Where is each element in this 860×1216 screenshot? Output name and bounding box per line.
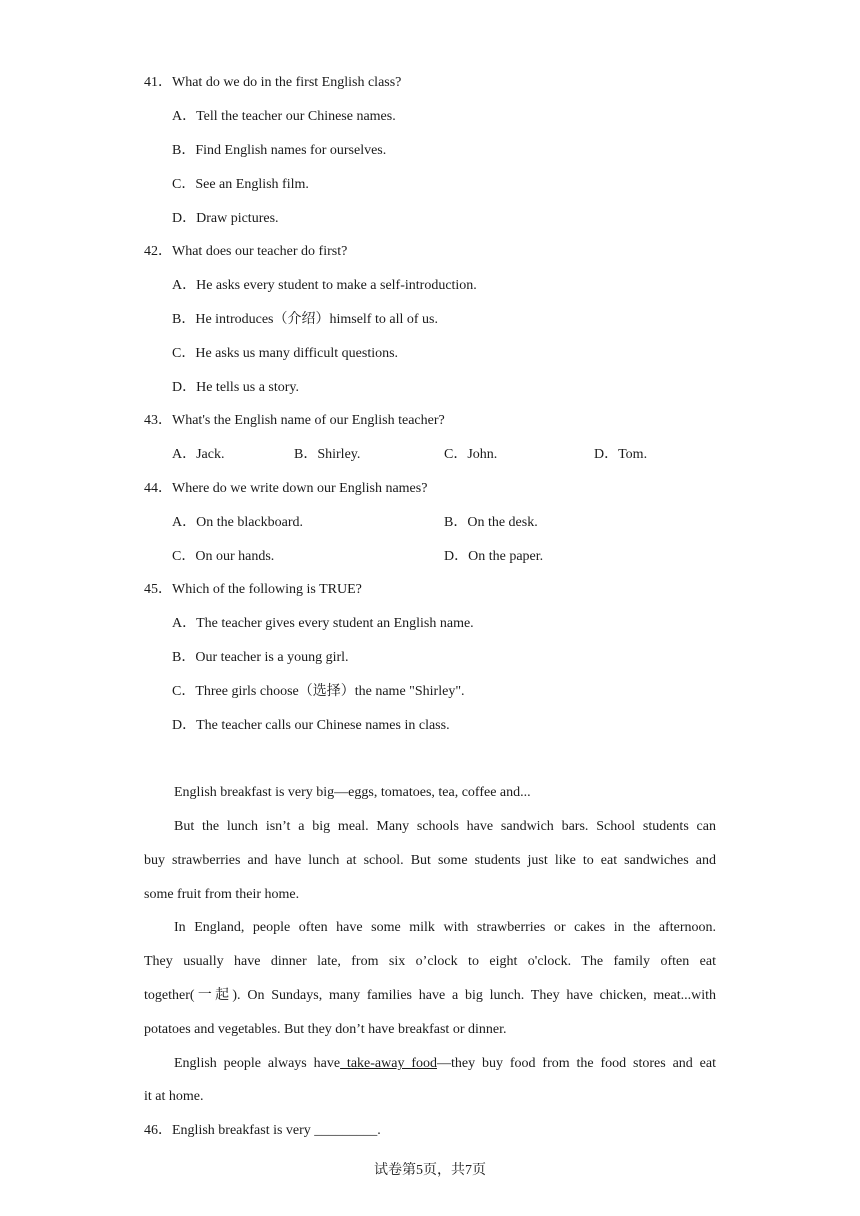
passage-paragraph-4-line-1 (174, 1055, 716, 1073)
question-43-option-a: A．Jack. (172, 447, 225, 462)
page-footer: 试卷第5页，共7页 (374, 1163, 486, 1178)
question-42-option-a: A．He asks every student to make a self-introduction. (172, 278, 477, 293)
question-41-option-b: B．Find English names for ourselves. (172, 143, 387, 158)
passage-paragraph-2-line-1: But the lunch isn’t a big meal. Many schools have sandwich bars. School students can (174, 819, 716, 834)
question-45-option-c: C．Three girls choose（选择）the name "Shirley". (172, 684, 465, 699)
question-43-option-d: D．Tom. (594, 447, 648, 462)
question-43-option-b: B．Shirley. (294, 447, 361, 462)
passage-paragraph-4-text-continued: —they buy food from the food stores and eat (437, 1056, 716, 1071)
passage-paragraph-3-line-2: They usually have dinner late, from six o’clock to eight o'clock. The family often eat (144, 954, 716, 969)
question-44-option-d: D．On the paper. (444, 549, 544, 564)
question-44-stem: 44．Where do we write down our English names? (144, 481, 428, 496)
passage-paragraph-3-line-3: together(一起). On Sundays, many families have a big lunch. They have chicken, meat...with (144, 988, 716, 1003)
passage-paragraph-3-line-4: potatoes and vegetables. But they don’t have breakfast or dinner. (144, 1022, 507, 1037)
question-45-option-d: D．The teacher calls our Chinese names in class. (172, 718, 450, 733)
underlined-phrase: take-away food (340, 1056, 437, 1071)
question-45-option-a: A．The teacher gives every student an English name. (172, 616, 474, 631)
passage-paragraph-4-line-2: it at home. (144, 1089, 204, 1104)
question-42-option-c: C．He asks us many difficult questions. (172, 346, 399, 361)
question-44-option-a: A．On the blackboard. (172, 515, 304, 530)
passage-paragraph-4-text: English people always have (174, 1056, 341, 1071)
passage-paragraph-3-line-1: In England, people often have some milk with strawberries or cakes in the afternoon. (174, 920, 716, 935)
question-42-option-d: D．He tells us a story. (172, 380, 300, 395)
question-41-option-d: D．Draw pictures. (172, 211, 279, 226)
question-45-option-b: B．Our teacher is a young girl. (172, 650, 349, 665)
passage-paragraph-1: English breakfast is very big—eggs, tomatoes, tea, coffee and... (174, 785, 531, 800)
question-42-option-b: B．He introduces（介绍）himself to all of us. (172, 312, 438, 327)
question-44-option-c: C．On our hands. (172, 549, 275, 564)
question-43-option-c: C．John. (444, 447, 498, 462)
question-46-stem: 46．English breakfast is very _________. (144, 1123, 381, 1138)
question-41-stem: 41．What do we do in the first English class? (144, 75, 402, 90)
question-45-stem: 45．Which of the following is TRUE? (144, 582, 362, 597)
question-43-stem: 43．What's the English name of our English teacher? (144, 413, 445, 428)
question-42-stem: 42．What does our teacher do first? (144, 244, 348, 259)
question-41-option-a: A．Tell the teacher our Chinese names. (172, 109, 396, 124)
passage-paragraph-2-line-3: some fruit from their home. (144, 887, 300, 902)
passage-paragraph-2-line-2: buy strawberries and have lunch at school. But some students just like to eat sandwiches and (144, 853, 716, 868)
question-44-option-b: B．On the desk. (444, 515, 538, 530)
question-41-option-c: C．See an English film. (172, 177, 309, 192)
